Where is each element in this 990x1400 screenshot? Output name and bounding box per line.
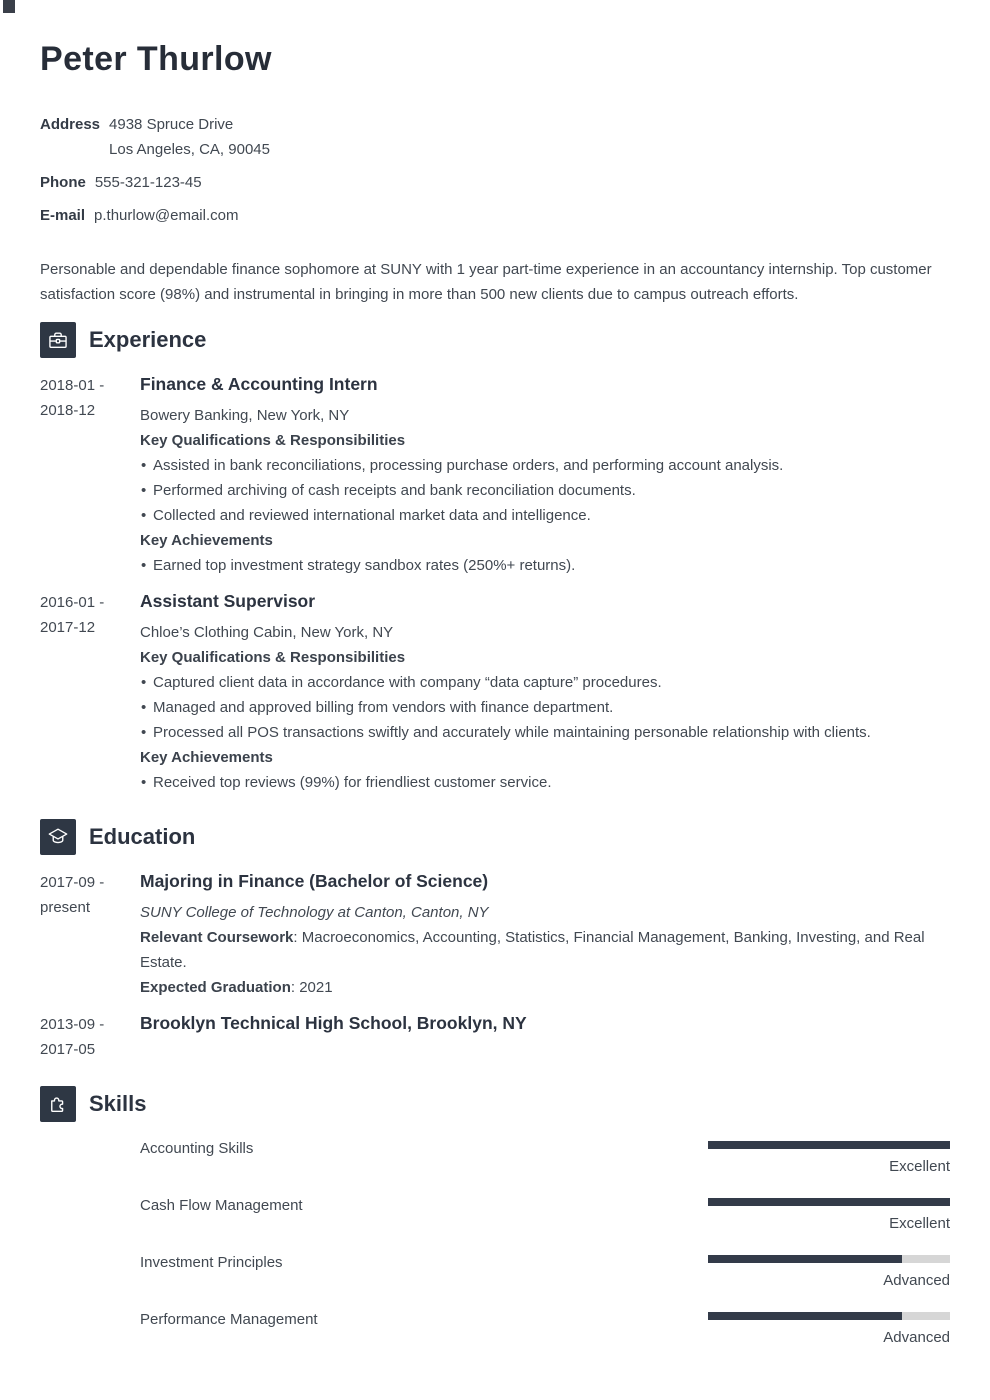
group-heading: Key Qualifications & Responsibilities: [140, 432, 406, 449]
coursework-line: Relevant Coursework: Macroeconomics, Accounting, Statistics, Financial Management, Banking, Investing, and Real Estate.: [140, 929, 925, 971]
degree-title: Majoring in Finance (Bachelor of Science): [140, 871, 489, 891]
phone-label: Phone: [40, 174, 86, 191]
bullet-item: • Processed all POS transactions swiftly and accurately while maintaining personable relationship with clients.: [140, 720, 950, 745]
job-title: Assistant Supervisor: [140, 591, 316, 611]
entry-dates: 2018-01 - 2018-12: [40, 377, 105, 419]
education-entry: [40, 1012, 950, 1062]
skill-bar: [708, 1255, 950, 1263]
education-section-header: [40, 819, 950, 855]
address-label: Address: [40, 116, 101, 133]
bullet-item: • Performed archiving of cash receipts and bank reconciliation documents.: [140, 478, 950, 503]
skill-level: Excellent: [889, 1215, 950, 1232]
email-label: E-mail: [40, 207, 86, 224]
experience-section-title: Experience: [89, 327, 207, 352]
contact-email-row: [40, 203, 950, 228]
bullet-list: [140, 553, 950, 578]
education-section-title: Education: [89, 824, 196, 849]
company-name: Chloe’s Clothing Cabin, New York, NY: [140, 624, 394, 641]
entry-dates: 2016-01 - 2017-12: [40, 594, 105, 636]
skills-section-header: [40, 1086, 950, 1122]
page-corner-mark: [3, 0, 15, 13]
experience-section-header: [40, 322, 950, 358]
graduation-cap-icon: [40, 819, 76, 855]
skill-row: [140, 1193, 950, 1233]
phone-value: 555-321-123-45: [94, 174, 202, 191]
bullet-item: • Received top reviews (99%) for friendliest customer service.: [140, 770, 950, 795]
experience-entry: [40, 373, 950, 578]
address-line-1: 4938 Spruce Drive: [109, 116, 234, 133]
school-name: SUNY College of Technology at Canton, Canton, NY: [140, 904, 489, 921]
skill-row: [140, 1250, 950, 1290]
bullet-item: • Collected and reviewed international market data and intelligence.: [140, 503, 950, 528]
skill-row: [140, 1307, 950, 1347]
skill-bar-fill: [708, 1255, 902, 1263]
skill-level: Advanced: [883, 1272, 950, 1289]
bullet-item: • Assisted in bank reconciliations, processing purchase orders, and performing account analysis.: [140, 453, 950, 478]
skill-bar: [708, 1198, 950, 1206]
contact-block: [40, 112, 950, 228]
candidate-name: Peter Thurlow: [40, 40, 272, 78]
bullet-item: • Earned top investment strategy sandbox rates (250%+ returns).: [140, 553, 950, 578]
entry-dates: 2017-09 - present: [40, 874, 105, 916]
company-name: Bowery Banking, New York, NY: [140, 407, 350, 424]
skill-name: Cash Flow Management: [140, 1197, 303, 1214]
bullet-list: [140, 453, 950, 528]
group-heading: Key Achievements: [140, 749, 273, 766]
address-line-2: Los Angeles, CA, 90045: [109, 141, 270, 158]
contact-phone-row: [40, 170, 950, 195]
entry-dates: 2013-09 - 2017-05: [40, 1016, 105, 1058]
contact-address-row: [40, 112, 950, 162]
professional-summary: Personable and dependable finance sophomore at SUNY with 1 year part-time experience in an accountancy internship. Top customer satisfaction score (98%) and instrumental in bringing in more than 500 new clients due to campus outreach efforts.: [40, 261, 932, 303]
skills-section-title: Skills: [89, 1091, 147, 1116]
skill-bar-fill: [708, 1198, 950, 1206]
bullet-item: • Captured client data in accordance with company “data capture” procedures.: [140, 670, 950, 695]
email-value: p.thurlow@email.com: [94, 207, 239, 224]
skill-row: [140, 1136, 950, 1176]
graduation-line: Expected Graduation: 2021: [140, 979, 333, 996]
skill-level: Excellent: [889, 1158, 950, 1175]
group-heading: Key Achievements: [140, 532, 273, 549]
puzzle-icon: [40, 1086, 76, 1122]
school-title: Brooklyn Technical High School, Brooklyn, NY: [140, 1013, 527, 1033]
skill-bar: [708, 1141, 950, 1149]
job-title: Finance & Accounting Intern: [140, 374, 378, 394]
skill-bar-fill: [708, 1141, 950, 1149]
skill-name: Performance Management: [140, 1311, 318, 1328]
skill-bar: [708, 1312, 950, 1320]
address-value: [109, 112, 270, 162]
skills-list: [40, 1136, 950, 1347]
bullet-list: [140, 770, 950, 795]
skill-level: Advanced: [883, 1329, 950, 1346]
briefcase-icon: [40, 322, 76, 358]
education-entry: [40, 870, 950, 1000]
skill-name: Accounting Skills: [140, 1140, 254, 1157]
bullet-list: [140, 670, 950, 745]
skill-name: Investment Principles: [140, 1254, 283, 1271]
experience-entry: [40, 590, 950, 795]
bullet-item: • Managed and approved billing from vendors with finance department.: [140, 695, 950, 720]
skill-bar-fill: [708, 1312, 902, 1320]
group-heading: Key Qualifications & Responsibilities: [140, 649, 406, 666]
